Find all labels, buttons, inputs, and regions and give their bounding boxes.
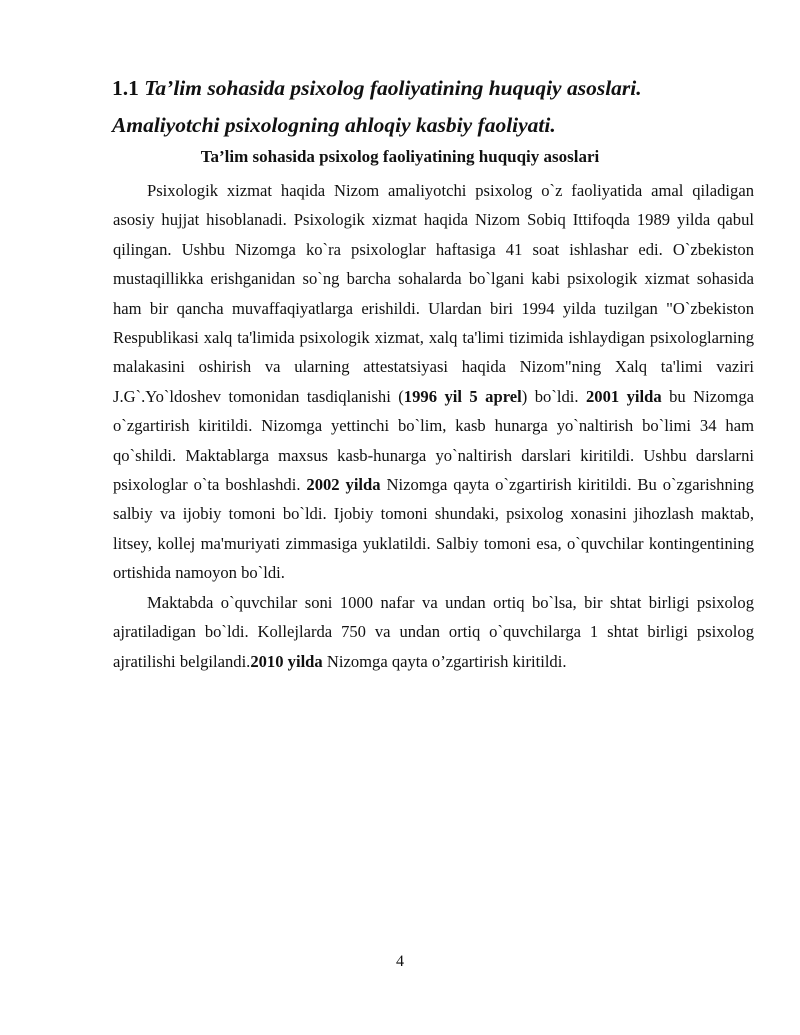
paragraph <box>113 176 754 588</box>
text-run: Nizomga qayta o’zgartirish kiritildi. <box>322 651 567 671</box>
text-run: Nizomga qayta o`zgartirish kiritildi. Bu o`zgarishning salbiy va ijobiy tomoni bo`ldi. Ijobiy tomoni shundaki, psixolog xonasini jihozlash maktab, litsey, kollej ma'muriyati zimmasiga yuklatildi. Salbiy tomoni esa, o`quvchilar kontingentining ortishida namoyon bo`ldi. <box>113 475 754 583</box>
bold-date: 2001 yilda <box>585 386 662 406</box>
bold-date: 1996 yil 5 aprel <box>403 386 522 406</box>
section-title: Ta’lim sohasida psixolog faoliyatining huquqiy asoslari. Amaliyotchi psixologning ahloqiy kasbiy faoliyati. <box>112 76 642 137</box>
page-number: 4 <box>396 953 404 970</box>
section-heading <box>112 70 752 144</box>
bold-date: 2002 yilda <box>306 475 381 495</box>
text-run: ) bo`ldi. <box>521 386 586 406</box>
bold-date: 2010 yilda <box>250 651 323 671</box>
text-run: Psixologik xizmat haqida Nizom amaliyotchi psixolog o`z faoliyatida amal qiladigan asosiy hujjat hisoblanadi. Psixologik xizmat haqida Nizom Sobiq Ittifoqda 1989 yilda qabul qilingan. Ushbu Nizomga ko`ra psixologlar haftasiga 41 soat ishlashar edi. O`zbekiston mustaqillikka erishganidan so`ng barcha sohalarda bo`lgani kabi psixologik xizmat sohasida ham bir qancha muvaffaqiyatlarga erishildi. Ulardan biri 1994 yilda tuzilgan "O`zbekiston Respublikasi xalq ta'limida psixologik xizmat, xalq ta'limi tizimida ishlaydigan psixologlarning malakasini oshirish va ularning attestatsiyasi haqida Nizom"ning Xalq ta'limi vaziri J.G`.Yo`ldoshev tomonidan tasdiqlanishi ( <box>113 181 754 406</box>
section-number: 1.1 <box>112 76 139 100</box>
body-text <box>113 176 754 676</box>
paragraph <box>113 588 754 676</box>
text-run: bu Nizomga o`zgartirish kiritildi. Nizomga yettinchi bo`lim, kasb hunarga yo`naltirish bo`limi 34 ham qo`shildi. Maktablarga maxsus kasb-hunarga yo`naltirish darslari kiritildi. Ushbu darslarni psixologlar o`ta boshlashdi. <box>113 386 755 495</box>
text-run: Maktabda o`quvchilar soni 1000 nafar va undan ortiq bo`lsa, bir shtat birligi psixolog ajratiladigan bo`ldi. Kollejlarda 750 va undan ortiq o`quvchilarga 1 shtat birligi psixolog ajratilishi belgilandi. <box>113 592 754 671</box>
subsection-title: Ta’lim sohasida psixolog faoliyatining huquqiy asoslari <box>200 147 600 166</box>
